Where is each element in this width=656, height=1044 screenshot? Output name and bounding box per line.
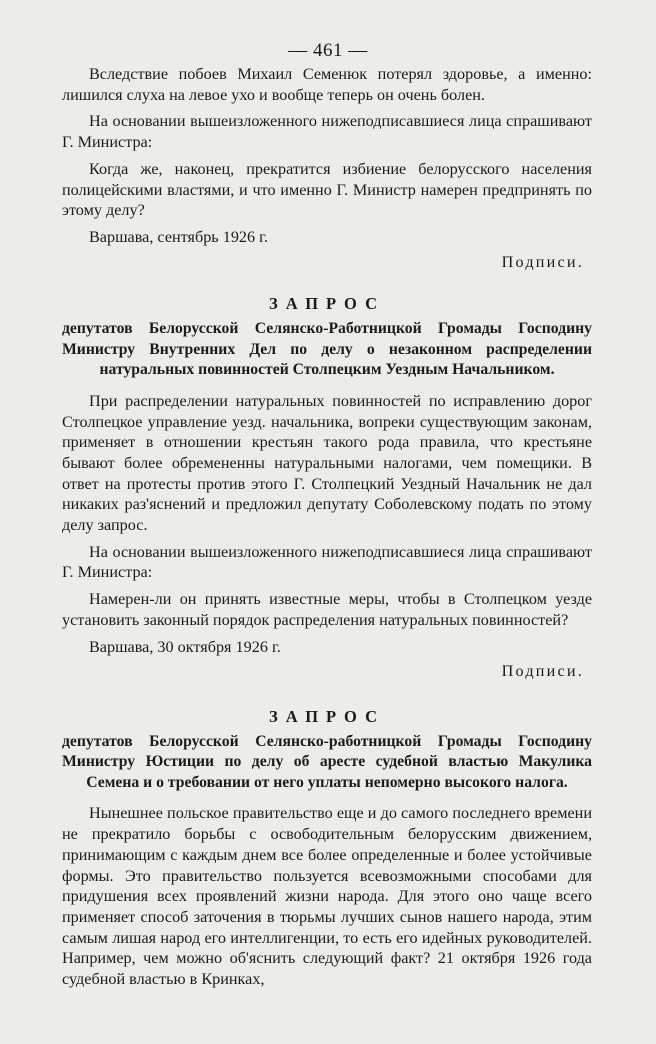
document-body — [62, 64, 592, 996]
place-date: Варшава, 30 октября 1926 г. — [89, 637, 281, 656]
paragraph: Когда же, наконец, прекратится избиение белорусского населения полицейскими властями, и что именно Г. Министр намерен предпринять по этому делу? — [62, 159, 592, 220]
signatures: Подписи. — [501, 252, 584, 271]
signatures: Подписи. — [501, 662, 584, 681]
paragraph: Намерен-ли он принять известные меры, чтобы в Столпецком уезде установить законный порядок распределения натуральных повинностей? — [62, 590, 592, 629]
section-heading: депутатов Белорусской Селянско-Работницкой Громады Господину Министру Внутренних Дел по делу о незаконном распределении натуральных повинностей Столпецким Уездным Начальником. — [62, 320, 592, 379]
paragraph: При распределении натуральных повинностей по исправлению дорог Столпецкое управление уезд. начальника, вопреки существующим законам, применяет в отношении крестьян такого рода правила, что крестьяне бывают более обремененны натуральными налогами, чем помещики. В ответ на протесты против этого Г. Столпецкий Уездный Начальник не дал никаких раз'яснений и предложил депутату Соболевскому подать по этому делу запрос. — [62, 391, 592, 535]
request-section-2 — [62, 706, 592, 990]
section-heading: депутатов Белорусской Селянско-работницкой Громады Господину Министру Юстиции по делу об аресте судебной властью Макулика Семена и о требовании от него уплаты непомерно высокого налога. — [62, 732, 592, 791]
section-continuation — [62, 64, 592, 272]
paragraph: На основании вышеизложенного нижеподписавшиеся лица спрашивают Г. Министра: — [62, 112, 592, 152]
paragraph: Вследствие побоев Михаил Семенюк потерял здоровье, а именно: лишился слуха на левое ухо и вообще теперь он очень болен. — [62, 65, 592, 104]
request-section-1 — [62, 293, 592, 682]
paragraph: На основании вышеизложенного нижеподписавшиеся лица спрашивают Г. Министра: — [62, 542, 592, 582]
paragraph: Нынешнее польское правительство еще и до самого последнего времени не прекратило борьбы с освободительным белорусским движением, принимающим с каждым днем все более определенные и более устойчивые формы. Это правительство пользуется всевозможными способами для придушения всех проявлений жизни народа. Для этого оно чаще всего применяет способ заточения в тюрьмы лучших сынов нашего народа, этим самым лишая народ его интеллигенции, то есть его идейных руководителей. Например, чем можно об'яснить следующий факт? 21 октября 1926 года судебной властью в Кринках, — [62, 804, 592, 989]
section-title: ЗАПРОС — [269, 294, 385, 314]
page-number: — 461 — — [288, 40, 368, 61]
section-title: ЗАПРОС — [269, 706, 385, 726]
place-date: Варшава, сентябрь 1926 г. — [89, 227, 269, 246]
